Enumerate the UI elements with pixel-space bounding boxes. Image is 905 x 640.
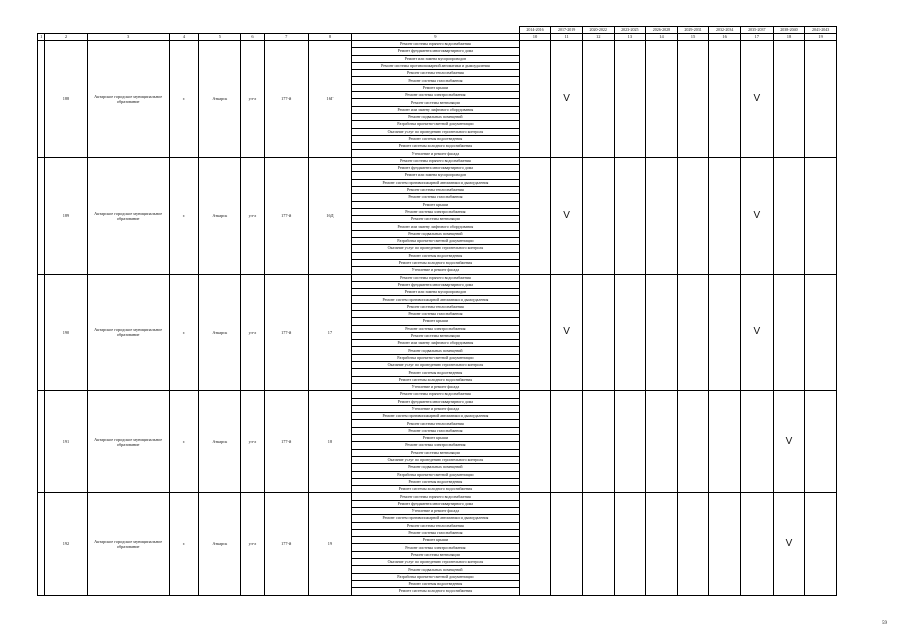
period-header-cell: 2026-2028 <box>646 27 678 34</box>
street-cell: 177-й <box>264 41 308 158</box>
work-item-cell: Ремонт системы вентиляции <box>352 551 520 558</box>
work-item-cell: Ремонт системы вентиляции <box>352 216 520 223</box>
row-index-cell <box>38 274 45 391</box>
column-number-cell: 4 <box>169 34 199 41</box>
column-number-cell: 15 <box>677 34 709 41</box>
period-mark-cell: V <box>740 274 773 391</box>
period-header-cell: 2035-2037 <box>740 27 773 34</box>
work-item-cell: Ремонт подвальных помещений <box>352 347 520 354</box>
period-mark-cell <box>677 274 709 391</box>
work-item-cell: Оказание услуг по проведению строительного контроля <box>352 559 520 566</box>
period-mark-cell <box>614 41 646 158</box>
work-item-cell: Разработка проектно-сметной документации <box>352 238 520 245</box>
period-mark-cell <box>677 157 709 274</box>
period-mark-cell: V <box>551 274 583 391</box>
work-item-cell: Разработка проектно-сметной документации <box>352 121 520 128</box>
street-type-cell: ул-л <box>241 157 264 274</box>
table-row <box>38 391 837 398</box>
period-mark-cell <box>677 41 709 158</box>
period-mark-cell <box>709 391 741 493</box>
table-row <box>38 274 837 281</box>
work-item-cell: Оказание услуг по проведению строительного контроля <box>352 245 520 252</box>
work-item-cell: Ремонт системы холодного водоснабжения <box>352 259 520 266</box>
work-item-cell: Ремонт системы электроснабжения <box>352 544 520 551</box>
repair-schedule-table <box>37 26 837 596</box>
work-item-cell: Ремонт системы электроснабжения <box>352 442 520 449</box>
street-cell: 177-й <box>264 157 308 274</box>
period-mark-cell <box>805 391 837 493</box>
house-number-cell: 16Д <box>308 157 351 274</box>
work-item-cell: Ремонт системы горячего водоснабжения <box>352 157 520 164</box>
period-mark-cell: V <box>551 157 583 274</box>
work-item-cell: Ремонт системы газоснабжения <box>352 77 520 84</box>
work-item-cell: Ремонт или замену лифтового оборудования <box>352 340 520 347</box>
work-item-cell: Ремонт системы вентиляции <box>352 332 520 339</box>
street-type-cell: ул-л <box>241 41 264 158</box>
period-mark-cell <box>519 157 551 274</box>
work-item-cell: Ремонт системы электроснабжения <box>352 92 520 99</box>
column-number-cell: 3 <box>87 34 169 41</box>
period-mark-cell <box>709 157 741 274</box>
period-mark-cell <box>582 391 614 493</box>
work-item-cell: Ремонт системы вентиляции <box>352 99 520 106</box>
settlement-type-cell: г. <box>169 157 199 274</box>
period-mark-cell <box>773 41 805 158</box>
period-mark-cell: V <box>740 157 773 274</box>
work-item-cell: Утепление и ремонт фасада <box>352 508 520 515</box>
row-number: 189 <box>45 157 87 274</box>
table-row <box>38 493 837 500</box>
period-mark-cell <box>614 157 646 274</box>
column-number-row <box>38 34 837 41</box>
work-item-cell: Оказание услуг по проведению строительного контроля <box>352 362 520 369</box>
period-mark-cell <box>740 391 773 493</box>
period-mark-cell <box>614 391 646 493</box>
period-mark-cell <box>646 157 678 274</box>
work-item-cell: Ремонт системы водоотведения <box>352 580 520 587</box>
period-mark-cell: V <box>740 41 773 158</box>
period-header-cell: 2041-2043 <box>805 27 837 34</box>
municipality-cell: Актарское городское муниципальное образование <box>87 493 169 595</box>
work-item-cell: Ремонт системы газоснабжения <box>352 194 520 201</box>
column-number-cell: 12 <box>582 34 614 41</box>
street-cell: 177-й <box>264 391 308 493</box>
work-item-cell: Ремонт системы водоотведения <box>352 369 520 376</box>
period-mark-cell <box>551 391 583 493</box>
street-type-cell: ул-л <box>241 391 264 493</box>
row-index-cell <box>38 391 45 493</box>
row-number: 188 <box>45 41 87 158</box>
work-item-cell: Ремонт системы теплоснабжения <box>352 186 520 193</box>
period-header-cell: 2032-2034 <box>709 27 741 34</box>
period-mark-cell: V <box>773 493 805 595</box>
work-item-cell: Ремонт системы теплоснабжения <box>352 303 520 310</box>
column-number-cell: 14 <box>646 34 678 41</box>
period-header-spacer <box>38 27 520 34</box>
column-number-cell: 5 <box>199 34 241 41</box>
period-header-cell: 2014-2016 <box>519 27 551 34</box>
work-item-cell: Ремонт систем противопожарной автоматики и дымоудаления <box>352 413 520 420</box>
work-item-cell: Ремонт крыши <box>352 435 520 442</box>
period-mark-cell: V <box>551 41 583 158</box>
work-item-cell: Ремонт системы холодного водоснабжения <box>352 588 520 595</box>
house-number-cell: 17 <box>308 274 351 391</box>
work-item-cell: Разработка проектно-сметной документации <box>352 354 520 361</box>
work-item-cell: Ремонт фундамента многоквартирного дома <box>352 165 520 172</box>
work-item-cell: Разработка проектно-сметной документации <box>352 471 520 478</box>
work-item-cell: Ремонт или замена мусоропроводов <box>352 172 520 179</box>
work-item-cell: Ремонт фундамента многоквартирного дома <box>352 48 520 55</box>
work-item-cell: Ремонт системы горячего водоснабжения <box>352 41 520 48</box>
work-item-cell: Ремонт системы вентиляции <box>352 449 520 456</box>
row-index-cell <box>38 157 45 274</box>
work-item-cell: Ремонт системы газоснабжения <box>352 427 520 434</box>
work-item-cell: Ремонт крыши <box>352 84 520 91</box>
period-header-cell: 2038-2040 <box>773 27 805 34</box>
table-row <box>38 41 837 48</box>
period-mark-cell <box>582 41 614 158</box>
settlement-type-cell: г. <box>169 391 199 493</box>
column-number-cell: 8 <box>308 34 351 41</box>
work-item-cell: Ремонт или замена мусоропроводов <box>352 55 520 62</box>
street-cell: 177-й <box>264 274 308 391</box>
period-mark-cell <box>519 391 551 493</box>
period-header-cell: 2020-2022 <box>582 27 614 34</box>
period-mark-cell <box>677 391 709 493</box>
settlement-cell: Аткарск <box>199 41 241 158</box>
period-mark-cell <box>614 274 646 391</box>
period-mark-cell <box>646 391 678 493</box>
column-number-cell: 19 <box>805 34 837 41</box>
work-item-cell: Ремонт подвальных помещений <box>352 464 520 471</box>
column-number-cell: 16 <box>709 34 741 41</box>
street-cell: 177-й <box>264 493 308 595</box>
settlement-cell: Аткарск <box>199 493 241 595</box>
work-item-cell: Ремонт системы холодного водоснабжения <box>352 376 520 383</box>
work-item-cell: Утепление и ремонт фасада <box>352 150 520 157</box>
period-mark-cell <box>582 493 614 595</box>
period-mark-cell: V <box>773 391 805 493</box>
period-mark-cell <box>805 493 837 595</box>
column-number-cell: 2 <box>45 34 87 41</box>
work-item-cell: Ремонт или замену лифтового оборудования <box>352 106 520 113</box>
row-index-cell <box>38 41 45 158</box>
period-header-cell: 2023-2025 <box>614 27 646 34</box>
period-mark-cell <box>709 41 741 158</box>
column-number-cell: 1 <box>38 34 45 41</box>
municipality-cell: Актарское городское муниципальное образование <box>87 391 169 493</box>
period-mark-cell <box>646 41 678 158</box>
work-item-cell: Ремонт фундамента многоквартирного дома <box>352 281 520 288</box>
work-item-cell: Ремонт крыши <box>352 201 520 208</box>
house-number-cell: 18 <box>308 391 351 493</box>
work-item-cell: Ремонт системы теплоснабжения <box>352 522 520 529</box>
work-item-cell: Ремонт системы водоотведения <box>352 252 520 259</box>
row-number: 191 <box>45 391 87 493</box>
table-row <box>38 157 837 164</box>
municipality-cell: Актарское городское муниципальное образование <box>87 157 169 274</box>
work-item-cell: Оказание услуг по проведению строительного контроля <box>352 128 520 135</box>
work-item-cell: Ремонт системы холодного водоснабжения <box>352 486 520 493</box>
page-number: 59 <box>882 621 887 626</box>
period-mark-cell <box>646 493 678 595</box>
work-item-cell: Оказание услуг по проведению строительного контроля <box>352 456 520 463</box>
work-item-cell: Ремонт системы противопожарной автоматики и дымоудаления <box>352 62 520 69</box>
period-mark-cell <box>677 493 709 595</box>
work-item-cell: Ремонт подвальных помещений <box>352 566 520 573</box>
work-item-cell: Ремонт системы газоснабжения <box>352 310 520 317</box>
column-number-cell: 18 <box>773 34 805 41</box>
work-item-cell: Ремонт систем противопожарной автоматики и дымоудаления <box>352 515 520 522</box>
work-item-cell: Ремонт систем противопожарной автоматики и дымоудаления <box>352 296 520 303</box>
settlement-type-cell: г. <box>169 41 199 158</box>
period-mark-cell <box>646 274 678 391</box>
period-mark-cell <box>519 274 551 391</box>
column-number-cell: 17 <box>740 34 773 41</box>
period-mark-cell <box>773 157 805 274</box>
work-item-cell: Ремонт системы теплоснабжения <box>352 420 520 427</box>
period-mark-cell <box>519 493 551 595</box>
row-number: 190 <box>45 274 87 391</box>
work-item-cell: Ремонт системы холодного водоснабжения <box>352 143 520 150</box>
settlement-type-cell: г. <box>169 493 199 595</box>
period-mark-cell <box>773 274 805 391</box>
period-mark-cell <box>614 493 646 595</box>
work-item-cell: Ремонт систем противопожарной автоматики и дымоудаления <box>352 179 520 186</box>
work-item-cell: Ремонт крыши <box>352 318 520 325</box>
work-item-cell: Утепление и ремонт фасада <box>352 267 520 274</box>
column-number-cell: 11 <box>551 34 583 41</box>
street-type-cell: ул-л <box>241 493 264 595</box>
work-item-cell: Ремонт фундамента многоквартирного дома <box>352 500 520 507</box>
period-mark-cell <box>582 157 614 274</box>
work-item-cell: Ремонт системы водоотведения <box>352 135 520 142</box>
work-item-cell: Ремонт системы теплоснабжения <box>352 70 520 77</box>
row-number: 192 <box>45 493 87 595</box>
period-mark-cell <box>805 41 837 158</box>
work-item-cell: Ремонт подвальных помещений <box>352 230 520 237</box>
settlement-cell: Аткарск <box>199 274 241 391</box>
settlement-cell: Аткарск <box>199 157 241 274</box>
house-number-cell: 16Г <box>308 41 351 158</box>
work-item-cell: Разработка проектно-сметной документации <box>352 573 520 580</box>
column-number-cell: 10 <box>519 34 551 41</box>
work-item-cell: Ремонт или замена мусоропроводов <box>352 289 520 296</box>
municipality-cell: Актарское городское муниципальное образование <box>87 41 169 158</box>
column-number-cell: 13 <box>614 34 646 41</box>
period-mark-cell <box>551 493 583 595</box>
work-item-cell: Ремонт системы горячего водоснабжения <box>352 493 520 500</box>
work-item-cell: Утепление и ремонт фасада <box>352 405 520 412</box>
period-mark-cell <box>740 493 773 595</box>
work-item-cell: Ремонт системы электроснабжения <box>352 208 520 215</box>
municipality-cell: Актарское городское муниципальное образование <box>87 274 169 391</box>
period-header-cell: 2017-2019 <box>551 27 583 34</box>
work-item-cell: Ремонт системы электроснабжения <box>352 325 520 332</box>
period-mark-cell <box>709 493 741 595</box>
period-mark-cell <box>709 274 741 391</box>
work-item-cell: Ремонт системы газоснабжения <box>352 529 520 536</box>
work-item-cell: Ремонт крыши <box>352 537 520 544</box>
work-item-cell: Ремонт фундамента многоквартирного дома <box>352 398 520 405</box>
column-number-cell: 9 <box>352 34 520 41</box>
column-number-cell: 6 <box>241 34 264 41</box>
work-item-cell: Ремонт подвальных помещений <box>352 113 520 120</box>
period-mark-cell <box>519 41 551 158</box>
period-mark-cell <box>805 157 837 274</box>
settlement-cell: Аткарск <box>199 391 241 493</box>
period-header-row <box>38 27 837 34</box>
work-item-cell: Ремонт или замену лифтового оборудования <box>352 223 520 230</box>
period-mark-cell <box>805 274 837 391</box>
work-item-cell: Ремонт системы водоотведения <box>352 478 520 485</box>
work-item-cell: Ремонт системы горячего водоснабжения <box>352 274 520 281</box>
house-number-cell: 19 <box>308 493 351 595</box>
settlement-type-cell: г. <box>169 274 199 391</box>
period-mark-cell <box>582 274 614 391</box>
row-index-cell <box>38 493 45 595</box>
street-type-cell: ул-л <box>241 274 264 391</box>
work-item-cell: Утепление и ремонт фасада <box>352 383 520 390</box>
work-item-cell: Ремонт системы горячего водоснабжения <box>352 391 520 398</box>
column-number-cell: 7 <box>264 34 308 41</box>
period-header-cell: 2029-2031 <box>677 27 709 34</box>
